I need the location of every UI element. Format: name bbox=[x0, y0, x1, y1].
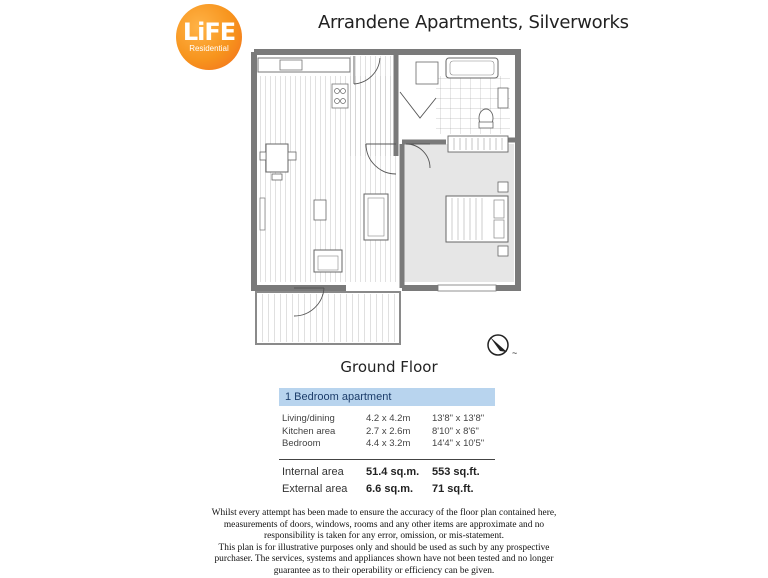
room-metric: 4.4 x 3.2m bbox=[366, 438, 411, 449]
room-imperial: 13'8" x 13'8" bbox=[432, 413, 485, 424]
room-dimensions bbox=[279, 413, 495, 451]
floor-plan bbox=[250, 48, 522, 348]
room-row bbox=[279, 426, 495, 439]
balcony-deck bbox=[258, 294, 398, 342]
disclaimer-line: This plan is for illustrative purposes only and should be used as such by any prospective bbox=[218, 542, 550, 553]
disclaimer-line: guarantee as to their operability or efficiency can be given. bbox=[273, 565, 495, 576]
logo-wordmark: LiFE bbox=[182, 17, 236, 46]
room-metric: 2.7 x 2.6m bbox=[366, 425, 411, 437]
pillow bbox=[494, 220, 504, 238]
utility-cupboard bbox=[416, 62, 438, 84]
area-row bbox=[279, 481, 495, 498]
disclaimer-line: purchaser. The services, systems and appliances shown have not been tested and no longer bbox=[214, 554, 554, 565]
disclaimer bbox=[180, 508, 588, 578]
area-imperial: 553 sq.ft. bbox=[432, 465, 480, 478]
room-imperial: 8'10" x 8'6" bbox=[432, 425, 479, 437]
dining-chair bbox=[260, 152, 266, 160]
dining-table bbox=[266, 144, 288, 172]
bedroom-window bbox=[438, 285, 496, 291]
area-imperial: 71 sq.ft. bbox=[432, 482, 474, 495]
sofa bbox=[364, 194, 388, 240]
room-name: Living/dining bbox=[282, 413, 335, 424]
spec-heading: 1 Bedroom apartment bbox=[279, 388, 495, 406]
bathroom-door-swing bbox=[400, 92, 436, 118]
north-compass-icon bbox=[485, 330, 525, 360]
apartment-spec-table bbox=[279, 388, 495, 498]
tv-unit bbox=[260, 198, 265, 230]
kitchen-counter bbox=[258, 58, 350, 72]
hall-floor bbox=[350, 56, 396, 156]
disclaimer-line: responsibility is taken for any error, omission, or mis-statement. bbox=[264, 531, 504, 542]
pillow bbox=[494, 200, 504, 218]
basin bbox=[498, 88, 508, 108]
room-name: Bedroom bbox=[282, 438, 321, 449]
area-totals bbox=[279, 464, 495, 498]
floor-label: Ground Floor bbox=[340, 358, 438, 376]
room-row bbox=[279, 413, 495, 426]
dining-chair bbox=[288, 152, 296, 160]
area-row bbox=[279, 464, 495, 481]
area-metric: 6.6 sq.m. bbox=[366, 482, 414, 495]
area-name: External area bbox=[282, 482, 348, 495]
disclaimer-line: Whilst every attempt has been made to ensure the accuracy of the floor plan contained here, bbox=[211, 508, 557, 518]
dining-chair bbox=[272, 174, 282, 180]
disclaimer-line: measurements of doors, windows, rooms and any other items are approximate and no bbox=[223, 519, 545, 530]
room-metric: 4.2 x 4.2m bbox=[366, 413, 411, 424]
page-title: Arrandene Apartments, Silverworks bbox=[318, 12, 629, 33]
room-row bbox=[279, 438, 495, 451]
bedside-table bbox=[498, 182, 508, 192]
spec-divider bbox=[279, 459, 495, 460]
coffee-table bbox=[314, 200, 326, 220]
life-residential-logo bbox=[176, 4, 242, 70]
hob bbox=[332, 84, 348, 108]
area-name: Internal area bbox=[282, 465, 344, 478]
svg-text:~: ~ bbox=[512, 348, 518, 358]
room-name: Kitchen area bbox=[282, 425, 336, 437]
room-imperial: 14'4" x 10'5" bbox=[432, 438, 485, 449]
logo-tagline: Residential bbox=[189, 43, 229, 53]
bedside-table bbox=[498, 246, 508, 256]
area-metric: 51.4 sq.m. bbox=[366, 465, 420, 478]
